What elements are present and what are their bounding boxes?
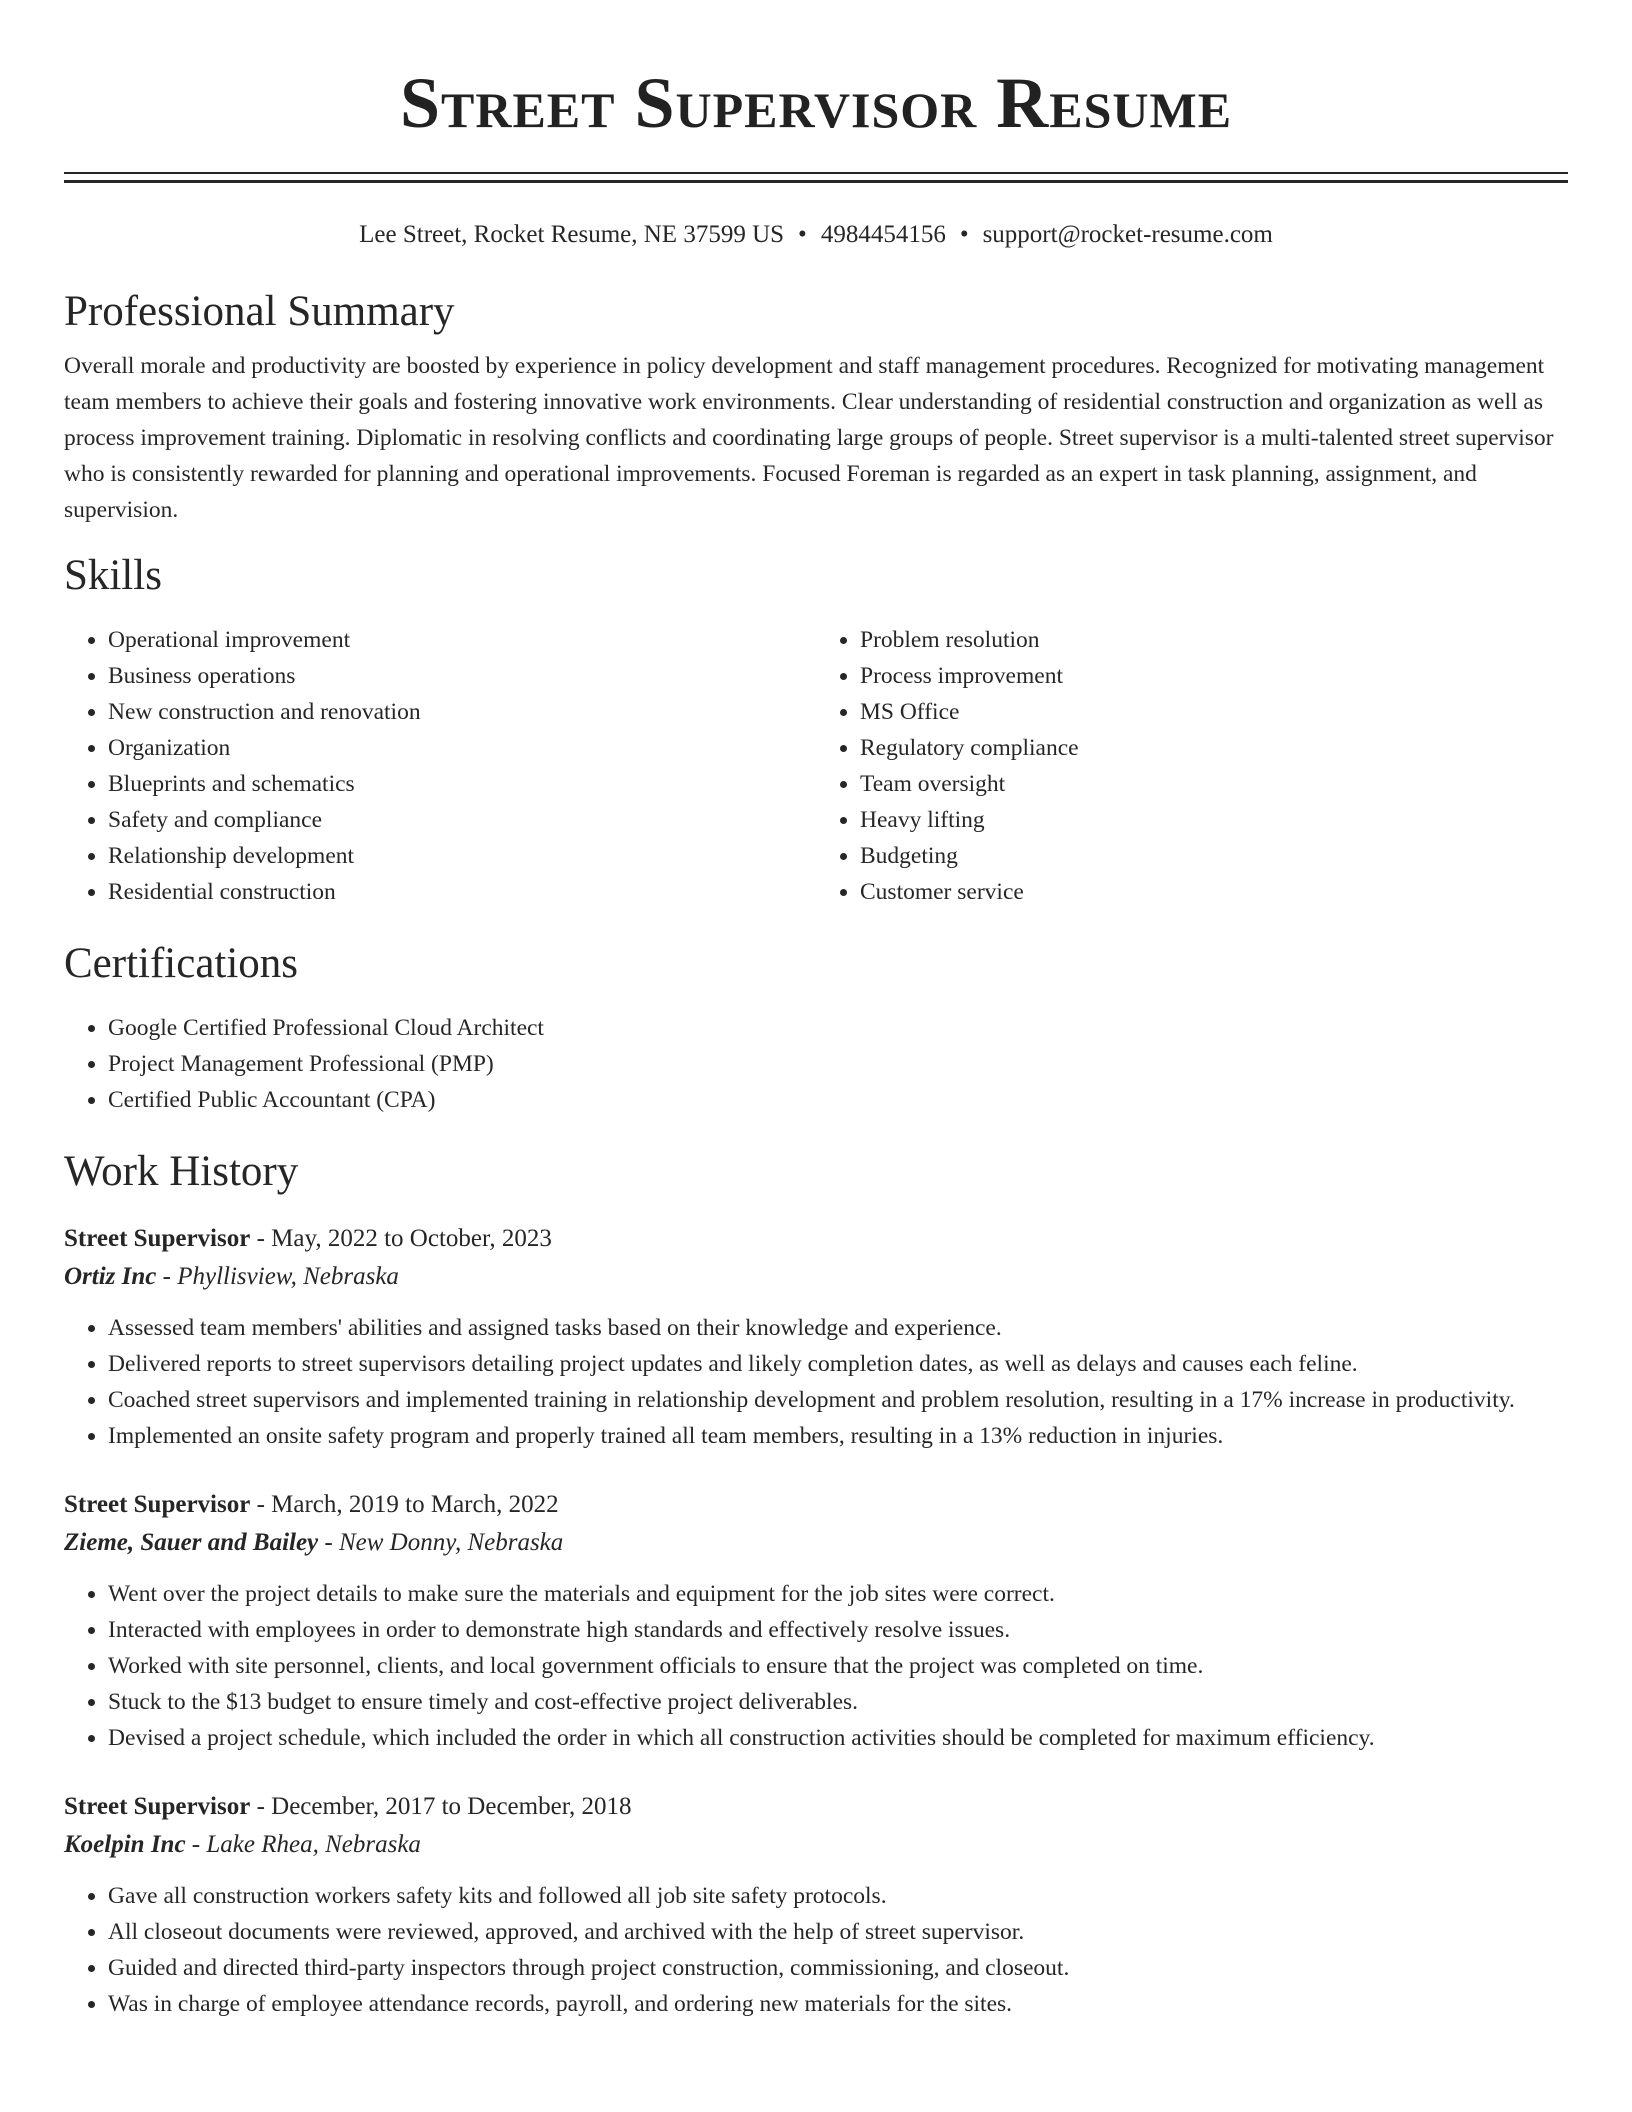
job-role: Street Supervisor [64, 1793, 251, 1820]
contact-separator: • [798, 221, 807, 248]
skill-item: • Business operations [108, 658, 816, 694]
job-header: Street Supervisor - March, 2019 to March, 2022 [64, 1491, 559, 1518]
skill-item: • Organization [108, 730, 816, 766]
certification-item: • Certified Public Accountant (CPA) [108, 1082, 1568, 1118]
job-dates: March, 2019 to March, 2022 [271, 1491, 559, 1518]
job-company-line: Koelpin Inc - Lake Rhea, Nebraska [64, 1831, 421, 1858]
skill-item: • Safety and compliance [108, 802, 816, 838]
job-entry [64, 1788, 1568, 2022]
job-dates: December, 2017 to December, 2018 [271, 1793, 632, 1820]
job-location: Lake Rhea, Nebraska [206, 1831, 421, 1858]
job-bullet: • Guided and directed third-party inspectors through project construction, commissioning, and closeout. [108, 1950, 1568, 1986]
job-bullet: • Went over the project details to make sure the materials and equipment for the job sites were correct. [108, 1576, 1568, 1612]
job-bullet: • Worked with site personnel, clients, and local government officials to ensure that the project was completed on time. [108, 1648, 1568, 1684]
job-bullet: • All closeout documents were reviewed, approved, and archived with the help of street supervisor. [108, 1914, 1568, 1950]
job-header: Street Supervisor - December, 2017 to December, 2018 [64, 1793, 632, 1820]
job-company: Zieme, Sauer and Bailey [64, 1529, 319, 1556]
summary-text: Overall morale and productivity are boosted by experience in policy development and staff management procedures. Recognized for motivating management team members to achieve their goals and fostering innovative work environments. Clear understanding of residential construction and organization as well as process improvement training. Diplomatic in resolving conflicts and coordinating large groups of people. Street supervisor is a multi-talented street supervisor who is consistently rewarded for planning and operational improvements. Focused Foreman is regarded as an expert in task planning, assignment, and supervision. [64, 353, 1554, 523]
job-header: Street Supervisor - May, 2022 to October, 2023 [64, 1225, 552, 1252]
skill-item: • Team oversight [860, 766, 1568, 802]
job-role: Street Supervisor [64, 1225, 251, 1252]
resume-title: Street Supervisor Resume [399, 63, 1233, 143]
skill-item: • Residential construction [108, 874, 816, 910]
job-bullet: • Implemented an onsite safety program and properly trained all team members, resulting in a 13% reduction in injuries. [108, 1418, 1568, 1454]
contact-phone: 4984454156 [820, 221, 946, 248]
contact-email: support@rocket-resume.com [982, 221, 1273, 248]
job-bullet: • Interacted with employees in order to demonstrate high standards and effectively resolve issues. [108, 1612, 1568, 1648]
contact-line [64, 219, 1568, 251]
skills-columns [64, 622, 1568, 910]
job-bullet: • Was in charge of employee attendance records, payroll, and ordering new materials for the sites. [108, 1986, 1568, 2022]
job-location: New Donny, Nebraska [338, 1529, 564, 1556]
job-role: Street Supervisor [64, 1491, 251, 1518]
skill-item: • Regulatory compliance [860, 730, 1568, 766]
job-bullet: • Delivered reports to street supervisors detailing project updates and likely completion dates, as well as delays and causes each feline. [108, 1346, 1568, 1382]
job-bullet: • Gave all construction workers safety kits and followed all job site safety protocols. [108, 1878, 1568, 1914]
skill-item: • Relationship development [108, 838, 816, 874]
skills-list-left [64, 622, 816, 910]
job-entry [64, 1220, 1568, 1454]
job-entry [64, 1486, 1568, 1756]
section-title-work-history: Work History [64, 1148, 299, 1195]
skills-list-right [816, 622, 1568, 910]
skill-item: • Customer service [860, 874, 1568, 910]
skill-item: • MS Office [860, 694, 1568, 730]
job-bullet: • Assessed team members' abilities and assigned tasks based on their knowledge and experience. [108, 1310, 1568, 1346]
skill-item: • Operational improvement [108, 622, 816, 658]
job-company-line: Ortiz Inc - Phyllisview, Nebraska [64, 1263, 399, 1290]
section-title-certifications: Certifications [64, 940, 299, 987]
certification-item: • Project Management Professional (PMP) [108, 1046, 1568, 1082]
skill-item: • Problem resolution [860, 622, 1568, 658]
title-divider [64, 172, 1568, 183]
certifications-list [64, 1010, 1568, 1118]
skill-item: • Budgeting [860, 838, 1568, 874]
job-bullets [64, 1878, 1568, 2022]
skill-item: • Process improvement [860, 658, 1568, 694]
contact-address: Lee Street, Rocket Resume, NE 37599 US [359, 221, 785, 248]
job-bullet: • Devised a project schedule, which included the order in which all construction activities should be completed for maximum efficiency. [108, 1720, 1568, 1756]
job-bullets [64, 1576, 1568, 1756]
job-bullet: • Coached street supervisors and implemented training in relationship development and problem resolution, resulting in a 17% increase in productivity. [108, 1382, 1568, 1418]
contact-separator: • [959, 221, 969, 248]
skill-item: • Heavy lifting [860, 802, 1568, 838]
job-company-line: Zieme, Sauer and Bailey - New Donny, Nebraska [64, 1529, 564, 1556]
skill-item: • Blueprints and schematics [108, 766, 816, 802]
job-location: Phyllisview, Nebraska [177, 1263, 399, 1290]
job-bullet: • Stuck to the $13 budget to ensure timely and cost-effective project deliverables. [108, 1684, 1568, 1720]
job-bullets [64, 1310, 1568, 1454]
job-company: Koelpin Inc [64, 1831, 186, 1858]
job-dates: May, 2022 to October, 2023 [271, 1225, 552, 1252]
section-title-skills: Skills [64, 552, 162, 599]
skill-item: • New construction and renovation [108, 694, 816, 730]
job-company: Ortiz Inc [64, 1263, 157, 1290]
section-title-summary: Professional Summary [64, 288, 455, 335]
certification-item: • Google Certified Professional Cloud Architect [108, 1010, 1568, 1046]
